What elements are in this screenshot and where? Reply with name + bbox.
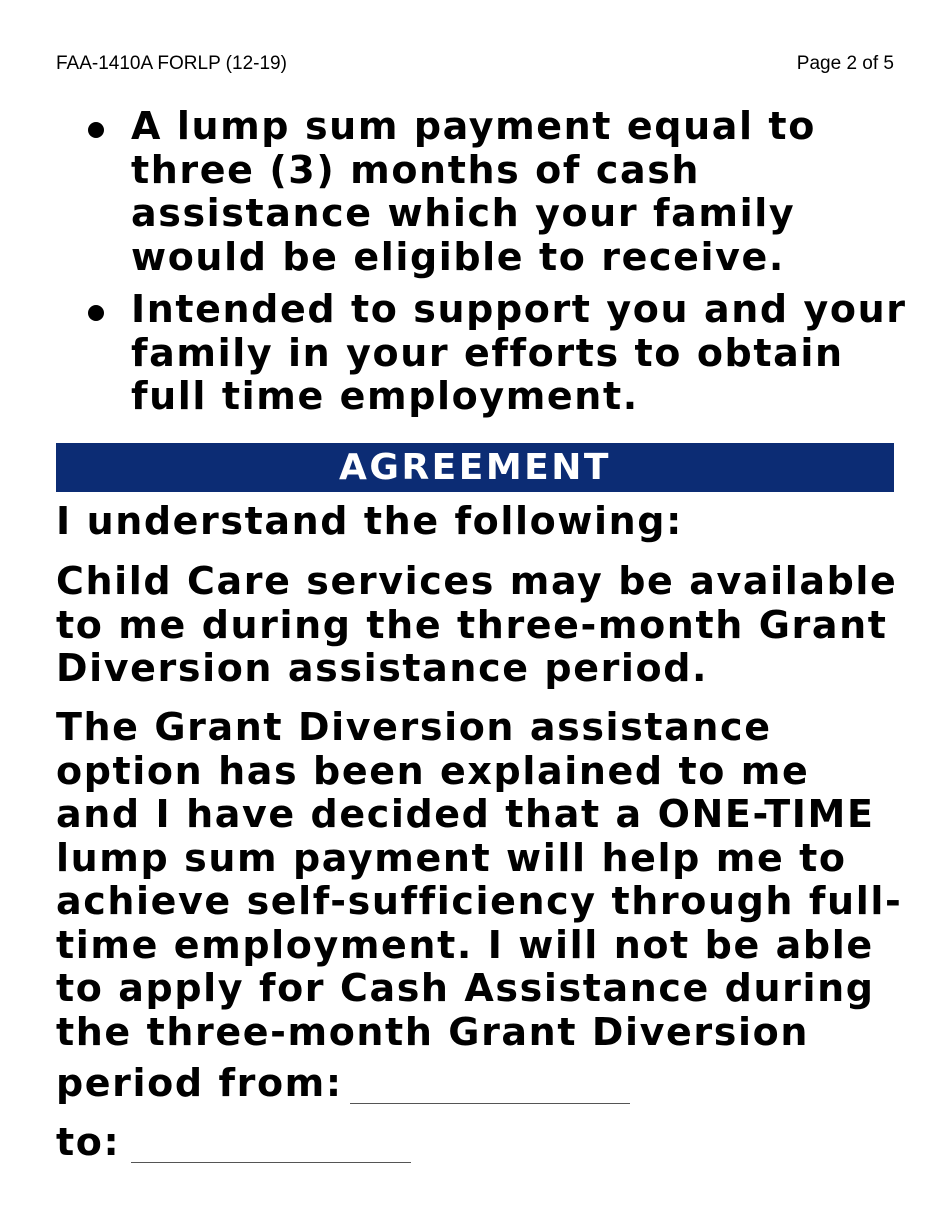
list-item-text: Intended to support you and your family in your efforts to obtain full time employment. — [131, 287, 907, 418]
form-id: FAA-1410A FORLP (12-19) — [56, 53, 287, 74]
list-item — [0, 288, 950, 419]
period-from-field[interactable] — [350, 1103, 630, 1104]
grant-diversion-statement: The Grant Diversion assistance option has been explained to me and I have decided that a ONE-TIME lump sum payment will help me to achieve self-sufficiency through full-time employment. I will not be able to apply for Cash Assistance during the three-month Grant Diversion — [56, 705, 903, 1054]
list-item-text: A lump sum payment equal to three (3) months of cash assistance which your family would be eligible to receive. — [131, 104, 816, 279]
period-from-label: period from: — [56, 1061, 343, 1105]
child-care-statement: Child Care services may be available to me during the three-month Grant Diversion assistance period. — [56, 559, 898, 690]
agreement-heading: AGREEMENT — [56, 443, 894, 492]
period-to-field[interactable] — [131, 1162, 411, 1163]
bullet-icon — [88, 305, 104, 321]
page-number: Page 2 of 5 — [796, 53, 894, 74]
list-item — [0, 105, 950, 279]
bullet-icon — [88, 122, 104, 138]
understand-statement: I understand the following: — [56, 499, 683, 543]
benefit-list — [0, 105, 950, 428]
period-to-label: to: — [56, 1120, 121, 1164]
